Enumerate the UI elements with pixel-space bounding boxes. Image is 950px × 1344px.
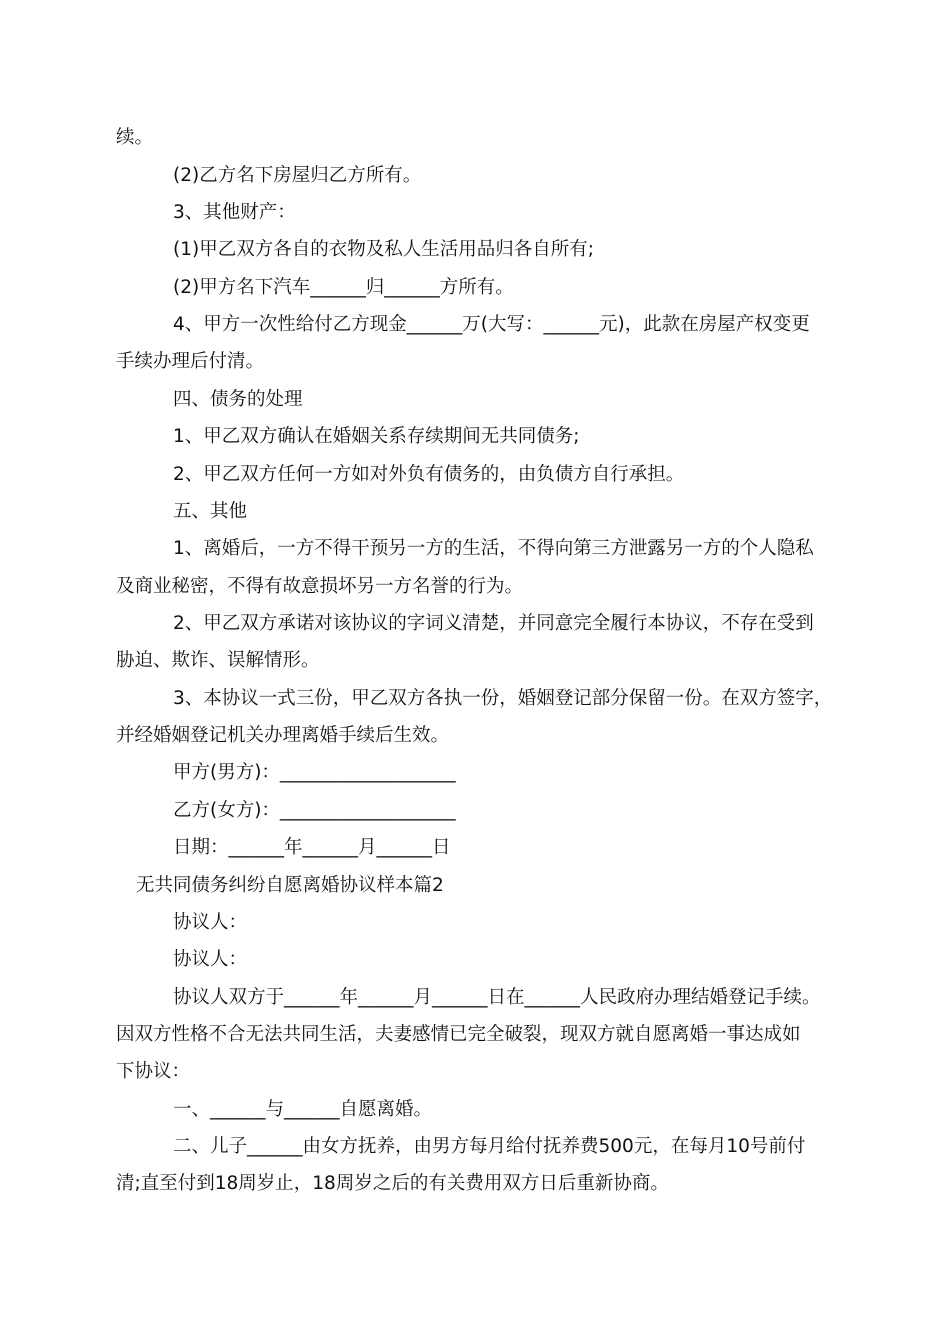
- text-line: 3、本协议一式三份，甲乙双方各执一份，婚姻登记部分保留一份。在双方签字，: [173, 688, 833, 709]
- text-line: 及商业秘密，不得有故意损坏另一方名誉的行为。: [116, 576, 524, 597]
- date-line: 日期：______年______月______日: [173, 837, 451, 858]
- text-line: 协议人：: [173, 949, 248, 970]
- text-line: 续。: [116, 127, 154, 148]
- text-line: 因双方性格不合无法共同生活，夫妻感情已完全破裂，现双方就自愿离婚一事达成如: [116, 1024, 801, 1045]
- text-line: 下协议：: [116, 1061, 191, 1082]
- text-line: 1、离婚后，一方不得干预另一方的生活，不得向第三方泄露另一方的个人隐私: [173, 538, 814, 559]
- text-line: 并经婚姻登记机关办理离婚手续后生效。: [116, 725, 450, 746]
- text-line: 手续办理后付清。: [116, 351, 265, 372]
- signature-line-party-b: 乙方(女方)：___________________: [173, 800, 456, 821]
- text-line: 协议人双方于______年______月______日在______人民政府办理结婚登记手续。: [173, 987, 821, 1008]
- article-title: 无共同债务纠纷自愿离婚协议样本篇2: [136, 875, 444, 896]
- text-line: (1)甲乙双方各自的衣物及私人生活用品归各自所有;: [173, 239, 594, 260]
- section-heading: 五、其他: [173, 501, 248, 522]
- text-line: 3、其他财产：: [173, 202, 296, 223]
- signature-line-party-a: 甲方(男方)：___________________: [173, 762, 456, 783]
- text-line: 二、儿子______由女方抚养，由男方每月给付抚养费500元，在每月10号前付: [173, 1136, 806, 1157]
- text-line: 2、甲乙双方任何一方如对外负有债务的，由负债方自行承担。: [173, 464, 685, 485]
- text-line: 4、甲方一次性给付乙方现金______万(大写：______元)，此款在房屋产权变更: [173, 314, 810, 335]
- text-line: 1、甲乙双方确认在婚姻关系存续期间无共同债务;: [173, 426, 580, 447]
- section-heading: 四、债务的处理: [173, 389, 303, 410]
- text-line: 清;直至付到18周岁止，18周岁之后的有关费用双方日后重新协商。: [116, 1173, 669, 1194]
- text-line: 协议人：: [173, 912, 248, 933]
- text-line: 2、甲乙双方承诺对该协议的字词义清楚，并同意完全履行本协议，不存在受到: [173, 613, 814, 634]
- text-line: 胁迫、欺诈、误解情形。: [116, 650, 320, 671]
- text-line: (2)乙方名下房屋归乙方所有。: [173, 165, 422, 186]
- text-line: (2)甲方名下汽车______归______方所有。: [173, 277, 514, 298]
- text-line: 一、______与______自愿离婚。: [173, 1099, 433, 1120]
